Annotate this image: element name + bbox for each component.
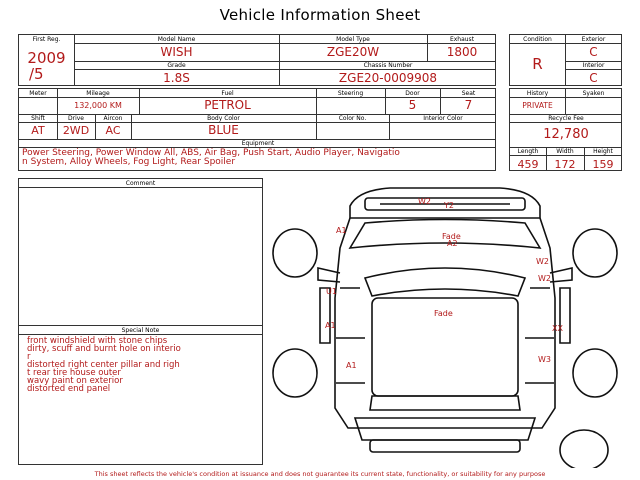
left-front-wheel (273, 229, 317, 277)
height-value: 159 (592, 158, 614, 171)
exterior-grade: C (589, 45, 598, 59)
history-value: PRIVATE (522, 101, 553, 110)
steering-label: Steering (337, 90, 364, 97)
windshield-outline (365, 268, 525, 296)
seat-value: 7 (464, 98, 473, 112)
exterior-label: Exterior (581, 36, 606, 43)
equipment-line-2: n System, Alloy Wheels, Fog Light, Rear Spoiler (22, 157, 236, 167)
body-color-value: BLUE (208, 123, 239, 137)
height-label: Height (593, 148, 613, 155)
length-label: Length (517, 148, 539, 155)
exhaust-label: Exhaust (449, 36, 475, 43)
shift-value: AT (31, 124, 45, 137)
history-block (509, 88, 622, 171)
special-note-line: wavy paint on exterior (27, 376, 123, 386)
rear-bumper-outline (370, 440, 520, 452)
door-value: 5 (408, 98, 417, 112)
fuel-label: Fuel (221, 90, 234, 97)
mark-a1-left-mid: A1 (325, 321, 336, 330)
car-damage-diagram (270, 178, 620, 468)
special-note-list (27, 337, 259, 393)
special-note-line: r (27, 352, 31, 362)
special-note-label: Special Note (121, 327, 160, 334)
right-rear-wheel (573, 349, 617, 397)
mark-fade-roof: Fade (434, 309, 453, 318)
mark-y2-top: Y2 (444, 201, 454, 210)
syaken-label: Syaken (582, 90, 605, 97)
special-note-line: distorted end panel (27, 384, 111, 394)
model-name: WISH (160, 45, 193, 59)
equipment-label: Equipment (241, 140, 275, 147)
special-note-line: distorted right center pillar and righ (27, 360, 180, 370)
model-type-label: Model Type (336, 36, 370, 43)
recycle-fee-value: 12,780 (543, 127, 589, 142)
mark-w3-right: W3 (538, 355, 551, 364)
first-reg-month: /5 (29, 65, 44, 83)
chassis-label: Chassis Number (363, 62, 413, 69)
rear-window-outline (370, 396, 520, 410)
aircon-label: Aircon (103, 115, 123, 122)
grade-label: Grade (167, 62, 186, 69)
door-label: Door (405, 90, 420, 97)
model-type: ZGE20W (326, 45, 380, 59)
mark-w2-right-b: W2 (538, 274, 551, 283)
condition-grade: R (532, 55, 543, 73)
mark-a1-left-front: A1 (336, 226, 347, 235)
meter-label: Meter (29, 90, 47, 97)
exhaust-value: 1800 (446, 45, 478, 59)
recycle-fee-label: Recycle Fee (548, 115, 584, 122)
page-title: Vehicle Information Sheet (219, 6, 421, 24)
history-label: History (526, 90, 549, 97)
equipment-box (18, 148, 496, 171)
width-label: Width (556, 148, 574, 155)
first-reg-year: 2009 (27, 49, 66, 67)
mark-fade-hood: Fade (442, 232, 461, 241)
chassis-number: ZGE20-0009908 (338, 71, 438, 85)
vehicle-basic-info (18, 34, 496, 86)
aircon-value: AC (105, 124, 121, 137)
mark-u1-left: U1 (326, 287, 337, 296)
mark-a2-hood: A2 (447, 239, 458, 248)
comment-label: Comment (125, 180, 156, 187)
body-color-label: Body Color (207, 115, 240, 122)
seat-label: Seat (461, 90, 476, 97)
special-note-box (18, 325, 263, 465)
special-note-line: t rear tire house outer (27, 368, 121, 378)
first-reg-label: First Reg. (32, 36, 61, 43)
color-no-label: Color No. (338, 115, 367, 122)
comment-box (18, 178, 263, 326)
width-value: 172 (554, 158, 576, 171)
special-note-line: dirty, scuff and burnt hole on interio (27, 344, 181, 354)
interior-color-label: Interior Color (423, 115, 463, 122)
condition-label: Condition (523, 36, 552, 43)
mark-w2-right: W2 (536, 257, 549, 266)
mileage-label: Mileage (86, 90, 110, 97)
right-front-wheel (573, 229, 617, 277)
fuel-value: PETROL (204, 98, 251, 112)
vehicle-spec-info (18, 88, 496, 148)
mark-w2-top: W2 (418, 197, 431, 206)
mark-xx-right: XX (552, 324, 563, 333)
drive-value: 2WD (62, 124, 90, 137)
grade-value: 1.8S (163, 71, 190, 85)
disclaimer-footer: This sheet reflects the vehicle's condition at issuance and does not guarantee its current state, functionality, or suitability for any purpose (94, 470, 546, 478)
mark-a1-left-rear: A1 (346, 361, 357, 370)
spare-wheel (560, 430, 608, 468)
mileage-value: 132,000 KM (74, 101, 122, 110)
rear-gate-outline (355, 418, 535, 440)
equipment-line-1: Power Steering, Power Window All, ABS, Air Bag, Push Start, Audio Player, Navigatio (22, 148, 400, 158)
left-rear-wheel (273, 349, 317, 397)
drive-label: Drive (68, 115, 84, 122)
model-name-label: Model Name (157, 36, 196, 43)
condition-block (509, 34, 622, 86)
interior-grade: C (589, 71, 598, 85)
interior-label: Interior (582, 62, 605, 69)
shift-label: Shift (31, 115, 45, 122)
length-value: 459 (517, 158, 539, 171)
special-note-line: front windshield with stone chips (27, 336, 168, 346)
